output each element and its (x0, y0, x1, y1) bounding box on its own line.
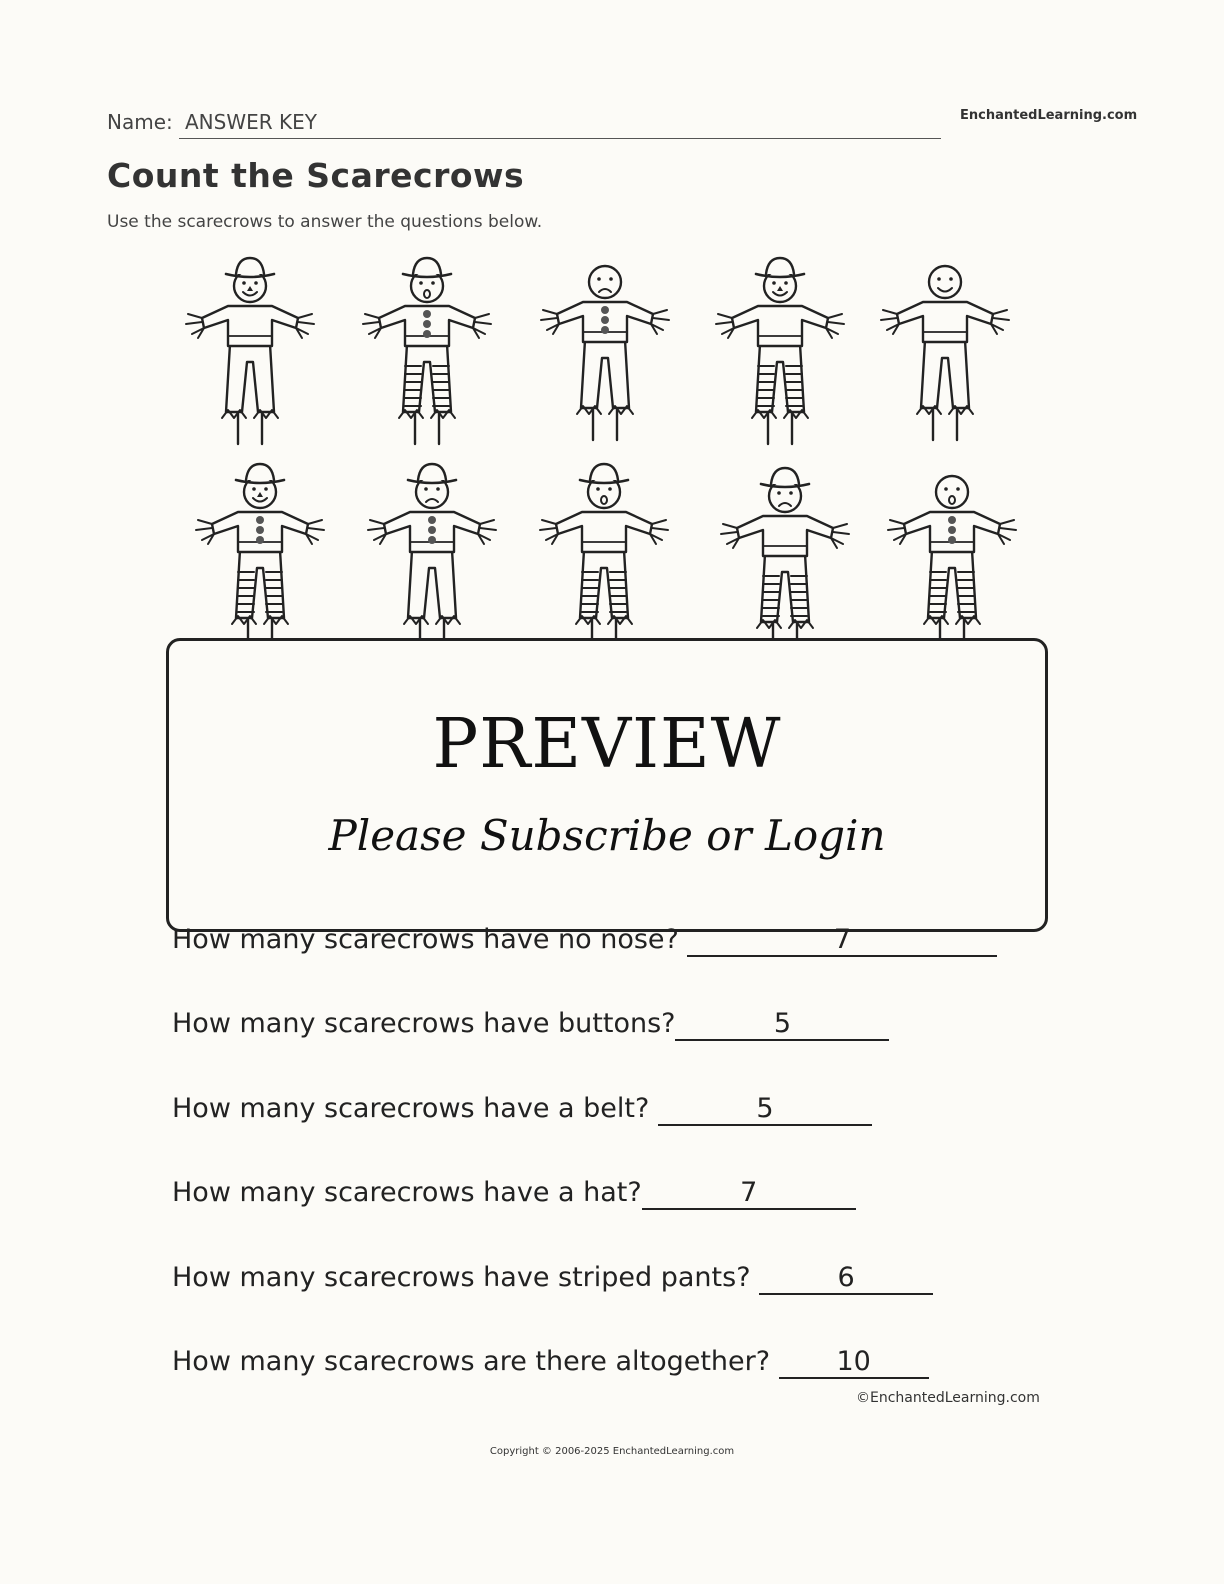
scarecrow-figure (196, 464, 324, 650)
question-1 (172, 924, 997, 957)
scarecrow-figure (888, 476, 1016, 650)
question-text: How many scarecrows have a hat? (172, 1177, 642, 1208)
scarecrow-figure (540, 464, 668, 650)
scarecrow-figure (881, 266, 1009, 440)
copyright: Copyright © 2006-2025 EnchantedLearning.com (489, 1446, 735, 1457)
question-3 (172, 1093, 872, 1126)
site-logo-text: EnchantedLearning.com (960, 108, 1138, 123)
answer-blank: 5 (658, 1093, 872, 1126)
question-2 (172, 1008, 889, 1041)
scarecrow-figure (541, 266, 669, 440)
answer-blank: 10 (779, 1346, 929, 1379)
preview-overlay[interactable] (166, 638, 1048, 932)
scarecrow-figure (721, 468, 849, 654)
answer-blank: 6 (759, 1262, 933, 1295)
question-text: How many scarecrows have a belt? (172, 1093, 658, 1124)
question-text: How many scarecrows are there altogether? (172, 1346, 779, 1377)
preview-title: PREVIEW (432, 705, 782, 784)
scarecrow-grid (0, 0, 1224, 660)
scarecrow-figure (363, 258, 491, 444)
image-credit: ©EnchantedLearning.com (856, 1390, 1040, 1406)
question-text: How many scarecrows have buttons? (172, 1008, 676, 1039)
name-label: Name: (107, 110, 173, 134)
question-4 (172, 1177, 856, 1210)
name-value: ANSWER KEY (185, 110, 317, 134)
scarecrow-figure (186, 258, 314, 444)
question-5 (172, 1262, 933, 1295)
scarecrow-figure (716, 258, 844, 444)
answer-blank: 7 (642, 1177, 856, 1210)
subscribe-login-link[interactable]: Please Subscribe or Login (328, 811, 886, 860)
answer-blank: 7 (687, 924, 997, 957)
instructions: Use the scarecrows to answer the questions below. (107, 212, 543, 232)
worksheet-title: Count the Scarecrows (107, 156, 525, 195)
question-6 (172, 1346, 929, 1379)
question-text: How many scarecrows have no nose? (172, 924, 688, 955)
scarecrow-figure (368, 464, 496, 650)
question-text: How many scarecrows have striped pants? (172, 1262, 760, 1293)
answer-blank: 5 (675, 1008, 889, 1041)
